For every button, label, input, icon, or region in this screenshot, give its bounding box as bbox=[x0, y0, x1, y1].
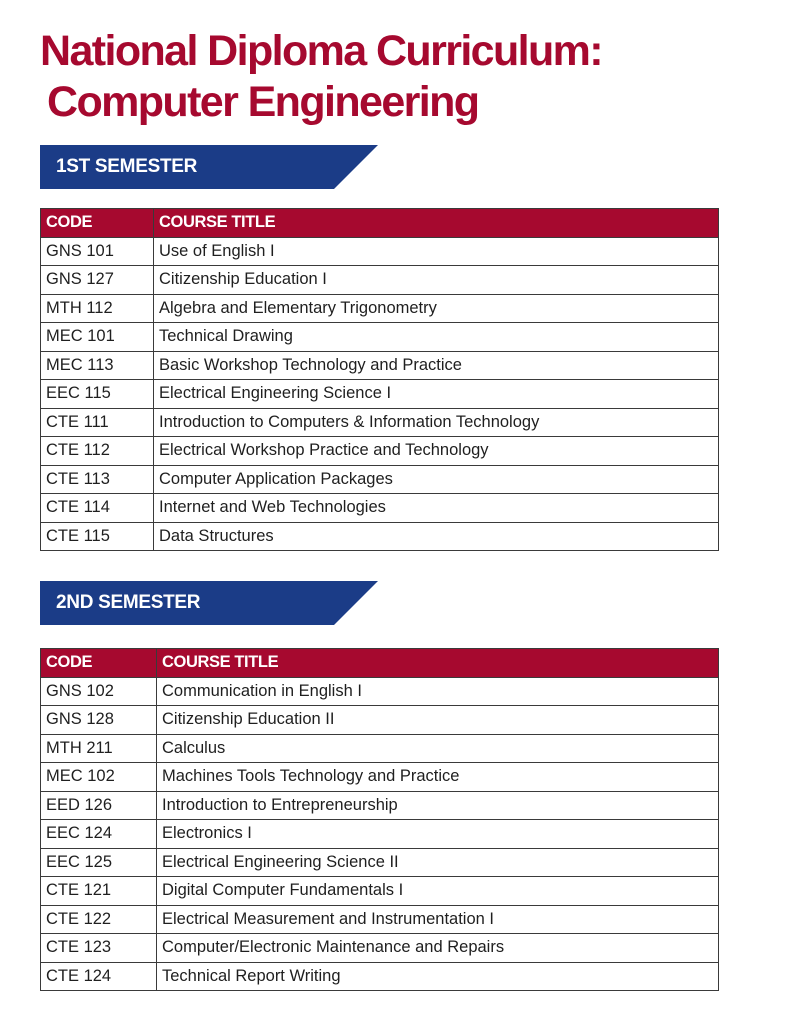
table-row bbox=[41, 677, 719, 706]
course-table-semester-2 bbox=[40, 648, 719, 991]
table-row bbox=[41, 962, 719, 991]
course-code: MEC 101 bbox=[41, 323, 154, 352]
column-header-course-title: COURSE TITLE bbox=[157, 649, 719, 678]
table-body bbox=[41, 237, 719, 551]
course-title: Internet and Web Technologies bbox=[154, 494, 719, 523]
course-title: Electrical Measurement and Instrumentation I bbox=[157, 905, 719, 934]
course-title: Algebra and Elementary Trigonometry bbox=[154, 294, 719, 323]
course-code: GNS 128 bbox=[41, 706, 157, 735]
table-row bbox=[41, 237, 719, 266]
course-code: CTE 121 bbox=[41, 877, 157, 906]
course-code: GNS 127 bbox=[41, 266, 154, 295]
course-title: Electrical Engineering Science I bbox=[154, 380, 719, 409]
table-header-row bbox=[41, 649, 719, 678]
course-title: Calculus bbox=[157, 734, 719, 763]
course-title: Data Structures bbox=[154, 522, 719, 551]
course-code: GNS 102 bbox=[41, 677, 157, 706]
course-code: EEC 124 bbox=[41, 820, 157, 849]
course-code: CTE 122 bbox=[41, 905, 157, 934]
page-title bbox=[40, 26, 602, 128]
course-title: Citizenship Education II bbox=[157, 706, 719, 735]
course-code: CTE 115 bbox=[41, 522, 154, 551]
table-header-row bbox=[41, 209, 719, 238]
table-row bbox=[41, 820, 719, 849]
course-title: Technical Report Writing bbox=[157, 962, 719, 991]
page-title-line-1: National Diploma Curriculum: bbox=[40, 27, 603, 75]
course-title: Introduction to Entrepreneurship bbox=[157, 791, 719, 820]
table-row bbox=[41, 465, 719, 494]
course-code: EEC 115 bbox=[41, 380, 154, 409]
semester-label: 1ST SEMESTER bbox=[56, 156, 198, 177]
course-code: MEC 102 bbox=[41, 763, 157, 792]
semester-banner-2 bbox=[40, 581, 378, 625]
table-row bbox=[41, 734, 719, 763]
semester-banner-1 bbox=[40, 145, 378, 189]
page-title-line-2: Computer Engineering bbox=[47, 78, 479, 126]
table-row bbox=[41, 351, 719, 380]
course-code: MEC 113 bbox=[41, 351, 154, 380]
course-title: Electrical Engineering Science II bbox=[157, 848, 719, 877]
course-code: MTH 211 bbox=[41, 734, 157, 763]
course-code: CTE 114 bbox=[41, 494, 154, 523]
course-title: Computer Application Packages bbox=[154, 465, 719, 494]
course-code: EEC 125 bbox=[41, 848, 157, 877]
course-title: Introduction to Computers & Information Technology bbox=[154, 408, 719, 437]
table-row bbox=[41, 266, 719, 295]
course-title: Technical Drawing bbox=[154, 323, 719, 352]
course-title: Communication in English I bbox=[157, 677, 719, 706]
table-row bbox=[41, 706, 719, 735]
semester-label: 2ND SEMESTER bbox=[56, 592, 201, 613]
column-header-course-title: COURSE TITLE bbox=[154, 209, 719, 238]
table-row bbox=[41, 323, 719, 352]
course-code: CTE 112 bbox=[41, 437, 154, 466]
table-row bbox=[41, 437, 719, 466]
course-title: Use of English I bbox=[154, 237, 719, 266]
table-row bbox=[41, 494, 719, 523]
table-row bbox=[41, 877, 719, 906]
course-code: CTE 113 bbox=[41, 465, 154, 494]
table-row bbox=[41, 763, 719, 792]
course-code: MTH 112 bbox=[41, 294, 154, 323]
course-code: CTE 123 bbox=[41, 934, 157, 963]
table-row bbox=[41, 522, 719, 551]
course-title: Electronics I bbox=[157, 820, 719, 849]
table-row bbox=[41, 791, 719, 820]
course-code: CTE 124 bbox=[41, 962, 157, 991]
column-header-code: CODE bbox=[41, 649, 157, 678]
course-title: Computer/Electronic Maintenance and Repairs bbox=[157, 934, 719, 963]
column-header-code: CODE bbox=[41, 209, 154, 238]
table-body bbox=[41, 677, 719, 991]
course-code: CTE 111 bbox=[41, 408, 154, 437]
table-row bbox=[41, 294, 719, 323]
table-row bbox=[41, 408, 719, 437]
table-row bbox=[41, 848, 719, 877]
course-title: Machines Tools Technology and Practice bbox=[157, 763, 719, 792]
course-code: GNS 101 bbox=[41, 237, 154, 266]
course-title: Electrical Workshop Practice and Technology bbox=[154, 437, 719, 466]
table-row bbox=[41, 905, 719, 934]
course-title: Citizenship Education I bbox=[154, 266, 719, 295]
table-row bbox=[41, 934, 719, 963]
table-row bbox=[41, 380, 719, 409]
course-title: Basic Workshop Technology and Practice bbox=[154, 351, 719, 380]
course-code: EED 126 bbox=[41, 791, 157, 820]
course-title: Digital Computer Fundamentals I bbox=[157, 877, 719, 906]
course-table-semester-1 bbox=[40, 208, 719, 551]
